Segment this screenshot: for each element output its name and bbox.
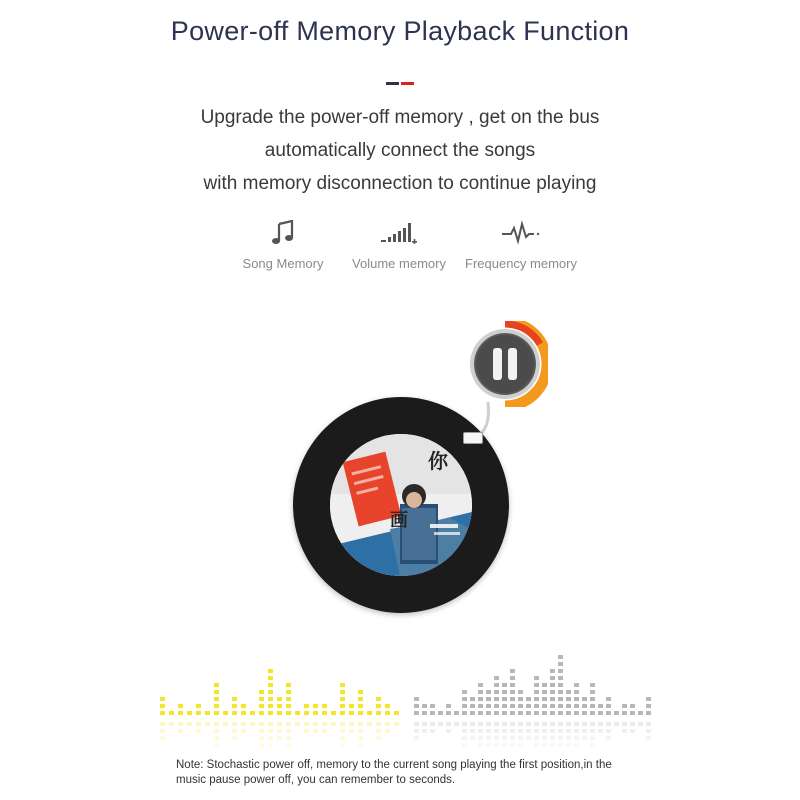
footnote-line: Note: Stochastic power off, memory to the current song playing the first position,in the [176, 759, 612, 771]
eq-bar-gray [430, 704, 435, 733]
eq-bar-yellow [331, 711, 336, 726]
eq-bar-gray [518, 690, 523, 747]
eq-bar-yellow [295, 711, 300, 726]
eq-bar-gray [614, 711, 619, 726]
eq-bar-yellow [205, 711, 210, 726]
eq-bar-gray [590, 683, 595, 747]
eq-bar-gray [598, 704, 603, 733]
eq-bar-yellow [178, 704, 183, 733]
eq-bar-gray [422, 704, 427, 733]
eq-bar-yellow [322, 704, 327, 733]
eq-bar-gray [534, 676, 539, 747]
eq-bar-gray [414, 697, 419, 740]
eq-bar-gray [446, 704, 451, 733]
eq-bar-yellow [394, 711, 399, 726]
eq-bar-yellow [187, 711, 192, 726]
eq-bar-gray [558, 655, 563, 747]
eq-bar-yellow [313, 704, 318, 733]
eq-bar-yellow [367, 711, 372, 726]
eq-bar-yellow [349, 704, 354, 733]
eq-bar-gray [486, 690, 491, 747]
album-character: 你 [428, 449, 448, 473]
eq-bar-gray [462, 690, 467, 747]
eq-bar-yellow [250, 711, 255, 726]
subtitle-line: with memory disconnection to continue playing [203, 173, 597, 194]
eq-bar-gray [630, 704, 635, 733]
eq-bar-gray [550, 669, 555, 747]
eq-bar-gray [494, 676, 499, 747]
eq-bar-gray [470, 697, 475, 740]
eq-bar-gray [574, 683, 579, 747]
eq-bar-yellow [160, 697, 165, 740]
album-character: 画 [390, 510, 408, 531]
eq-bar-gray [526, 697, 531, 740]
eq-bar-gray [606, 697, 611, 740]
eq-bar-yellow [214, 683, 219, 747]
eq-bar-yellow [376, 697, 381, 740]
feature-label: Volume memory [352, 256, 446, 271]
page-title: Power-off Memory Playback Function [170, 16, 630, 46]
eq-bar-gray [566, 690, 571, 747]
subtitle-line: automatically connect the songs [264, 140, 536, 161]
eq-bar-gray [502, 683, 507, 747]
eq-bar-gray [582, 697, 587, 740]
eq-bar-yellow [268, 669, 273, 747]
eq-bar-yellow [196, 704, 201, 733]
eq-bar-gray [510, 669, 515, 747]
eq-bar-yellow [223, 711, 228, 726]
eq-bar-yellow [277, 697, 282, 740]
eq-bar-yellow [358, 690, 363, 747]
eq-bar-gray [638, 711, 643, 726]
eq-bar-yellow [232, 697, 237, 740]
eq-bar-gray [542, 683, 547, 747]
eq-bar-yellow [286, 683, 291, 747]
eq-bar-gray [454, 711, 459, 726]
eq-bar-gray [478, 683, 483, 747]
feature-label: Song Memory [242, 256, 324, 271]
feature-label: Frequency memory [465, 256, 577, 271]
eq-bar-yellow [385, 704, 390, 733]
footnote-line: music pause power off, you can remember to seconds. [176, 774, 456, 786]
eq-bar-gray [438, 711, 443, 726]
eq-bar-yellow [169, 711, 174, 726]
eq-bar-yellow [340, 683, 345, 747]
eq-bar-yellow [259, 690, 264, 747]
eq-bar-yellow [304, 704, 309, 733]
subtitle-line: Upgrade the power-off memory , get on the bus [200, 107, 600, 128]
eq-bar-gray [646, 697, 651, 740]
eq-bar-yellow [241, 704, 246, 733]
footnote [176, 758, 636, 788]
eq-bar-gray [622, 704, 627, 733]
